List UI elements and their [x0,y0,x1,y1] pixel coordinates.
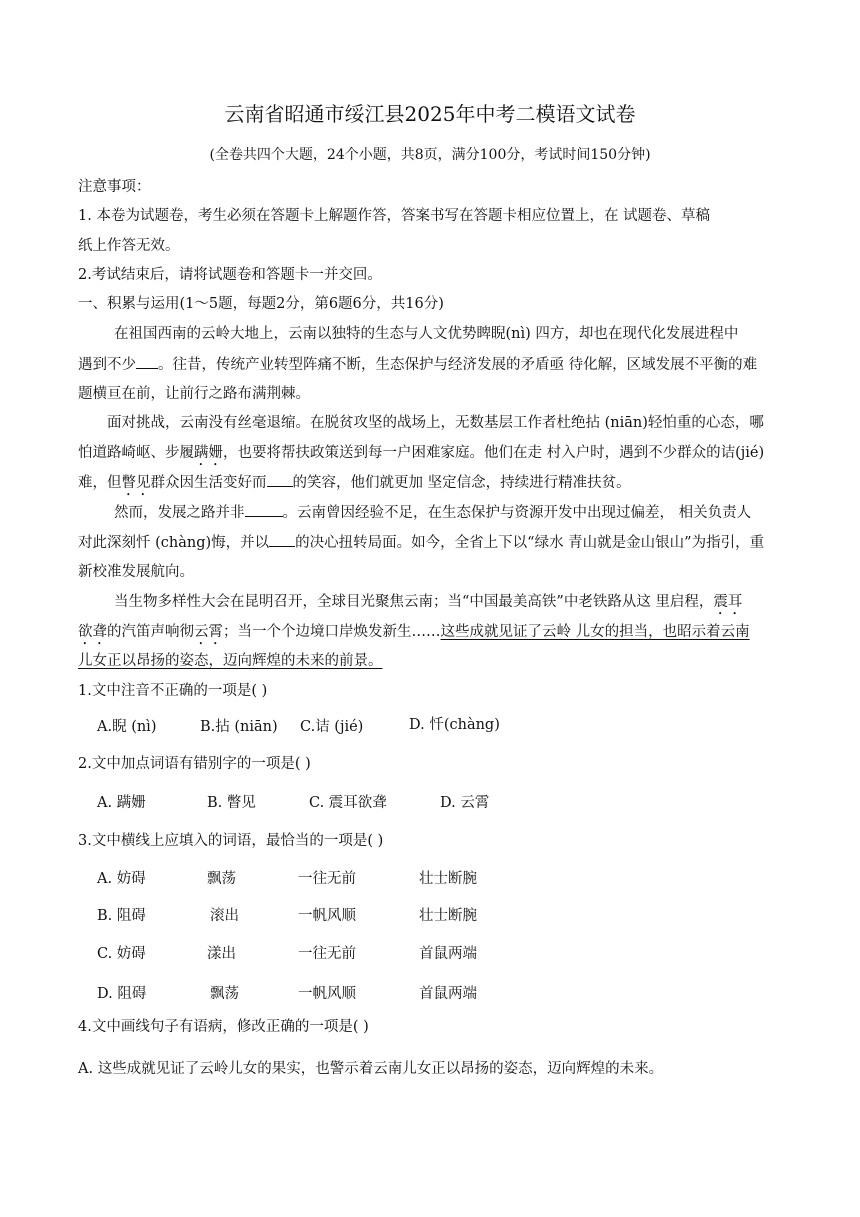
q1-option-d[interactable]: D. 忏(chàng) [409,717,500,733]
passage-text: 然而，发展之路并非 [114,505,245,521]
notice-item-1-line-2: 纸上作答无效。 [78,238,180,254]
question-4-stem: 4.文中画线句子有语病，修改正确的一项是( ) [78,1019,369,1035]
question-1-stem: 1.文中注音不正确的一项是( ) [78,683,268,699]
passage-p1-line-2 [78,354,757,375]
passage-text: 的笑容，他们就更加 坚定信念，持续进行精准扶贫。 [292,475,631,491]
exam-title: 云南省昭通市绥江县2025年中考二模语文试卷 [224,102,636,126]
q3-option-c-word-3: 一往无前 [298,946,356,962]
fill-blank-1 [136,354,158,369]
passage-p3-line-2 [78,532,764,553]
passage-p2-line-3 [78,472,631,499]
passage-p2-line-1: 面对挑战，云南没有丝毫退缩。在脱贫攻坚的战场上，无数基层工作者杜绝拈 (niān)轻怕重的心态，哪 [107,415,764,431]
passage-p1-line-3: 题横亘在前，让前行之路布满荆棘。 [78,386,310,402]
q3-option-a-word-3: 一往无前 [298,871,356,887]
notice-item-2: 2.考试结束后，请将试题卷和答题卡一并交回。 [78,267,382,283]
passage-text: 。往昔，传统产业转型阵痛不断，生态保护与经济发展的矛盾亟 待化解，区域发展不平衡的难 [158,357,758,373]
q1-option-a[interactable]: A.睨 (nì) [97,719,157,735]
q2-option-a[interactable]: A. 蹒姗 [97,795,146,811]
q3-option-c[interactable]: C. 妨碍 [97,946,146,962]
underlined-sentence: 这些成就见证了云岭 儿女的担当，也昭示着云南 [440,624,750,640]
dotted-word-piejian: 瞥见 [121,475,151,491]
dotted-word-panshan: 蹒姗 [194,445,223,461]
exam-subtitle: (全卷共四个大题，24个小题，共8页，满分100分，考试时间150分钟) [209,147,651,163]
q2-option-d[interactable]: D. 云霄 [440,795,490,811]
question-3-stem: 3.文中横线上应填入的词语，最恰当的一项是( ) [78,833,384,849]
q3-option-d-word-3: 一帆风顺 [298,986,356,1002]
q2-option-b[interactable]: B. 瞥见 [207,795,256,811]
passage-p4-line-2 [78,622,750,648]
q3-option-a[interactable]: A. 妨碍 [97,871,146,887]
passage-text: ，也要将帮扶政策送到每一户困难家庭。他们在走 村入户时，遇到不少群众的诘(jié) [223,445,765,461]
passage-text: 群众因生活变好而 [150,475,267,491]
passage-text: 怕道路崎岖、步履 [78,445,194,461]
notice-heading: 注意事项： [78,179,151,195]
dotted-word-yunxiao: 云霄 [194,624,223,640]
q3-option-b-word-3: 一帆风顺 [298,908,356,924]
passage-text: 的汽笛声响彻 [107,624,194,640]
passage-p4-line-1 [114,592,742,618]
fill-blank-4 [269,532,295,547]
passage-text: 。云南曾因经验不足，在生态保护与资源开发中出现过偏差， 相关负责人 [282,505,752,521]
passage-text: 当生物多样性大会在昆明召开，全球目光聚焦云南；当“中国最美高铁”中老铁路从这 里启程， [114,594,714,610]
notice-item-1-line-1: 1. 本卷为试题卷，考生必须在答题卡上解题作答，答案书写在答题卡相应位置上，在 试题卷、草稿 [78,208,711,224]
question-2-stem: 2.文中加点词语有错别字的一项是( ) [78,756,311,772]
q3-option-b-word-4: 壮士断腕 [419,908,477,924]
q3-option-d[interactable]: D. 阻碍 [97,986,147,1002]
q2-option-c[interactable]: C. 震耳欲聋 [309,795,387,811]
passage-text: 对此深刻忏 (chàng)悔，并以 [78,535,270,551]
q3-option-d-word-2: 飘荡 [210,986,239,1002]
q1-option-c[interactable]: C.诘 (jié) [300,719,364,735]
q3-option-a-word-4: 壮士断腕 [419,871,477,887]
passage-p3-line-1 [114,502,751,523]
q1-option-b[interactable]: B.拈 (niān) [200,719,278,735]
q3-option-a-word-2: 飘荡 [207,871,236,887]
q3-option-b[interactable]: B. 阻碍 [97,908,146,924]
dotted-word-yulong: 欲聋 [78,624,107,640]
underlined-sentence-cont: 儿女正以昂扬的姿态，迈向辉煌的未来的前景。 [78,653,383,669]
passage-text: ；当一个个边境口岸焕发新生…… [223,624,441,640]
dotted-word-zhener: 震耳 [713,594,743,610]
fill-blank-2 [267,472,293,487]
passage-p1-line-1: 在祖国西南的云岭大地上，云南以独特的生态与人文优势睥睨(nì) 四方，却也在现代化发展进程中 [114,326,739,342]
fill-blank-3 [245,502,283,517]
q3-option-d-word-4: 首鼠两端 [419,986,477,1002]
q3-option-c-word-2: 漾出 [207,946,236,962]
q4-option-a[interactable]: A. 这些成就见证了云岭儿女的果实，也警示着云南儿女正以昂扬的姿态，迈向辉煌的未来。 [78,1061,664,1077]
passage-text: 难，但 [78,475,122,491]
section-heading: 一、积累与运用(1～5题，每题2分，第6题6分，共16分) [78,296,444,312]
passage-text: 遇到不少 [78,357,136,373]
passage-p2-line-2 [78,443,764,469]
passage-text: 的决心扭转局面。如今，全省上下以“绿水 青山就是金山银山”为指引，重 [295,535,765,551]
q3-option-b-word-2: 滚出 [210,908,239,924]
passage-p3-line-3: 新校准发展航向。 [78,564,194,580]
q3-option-c-word-4: 首鼠两端 [419,946,477,962]
